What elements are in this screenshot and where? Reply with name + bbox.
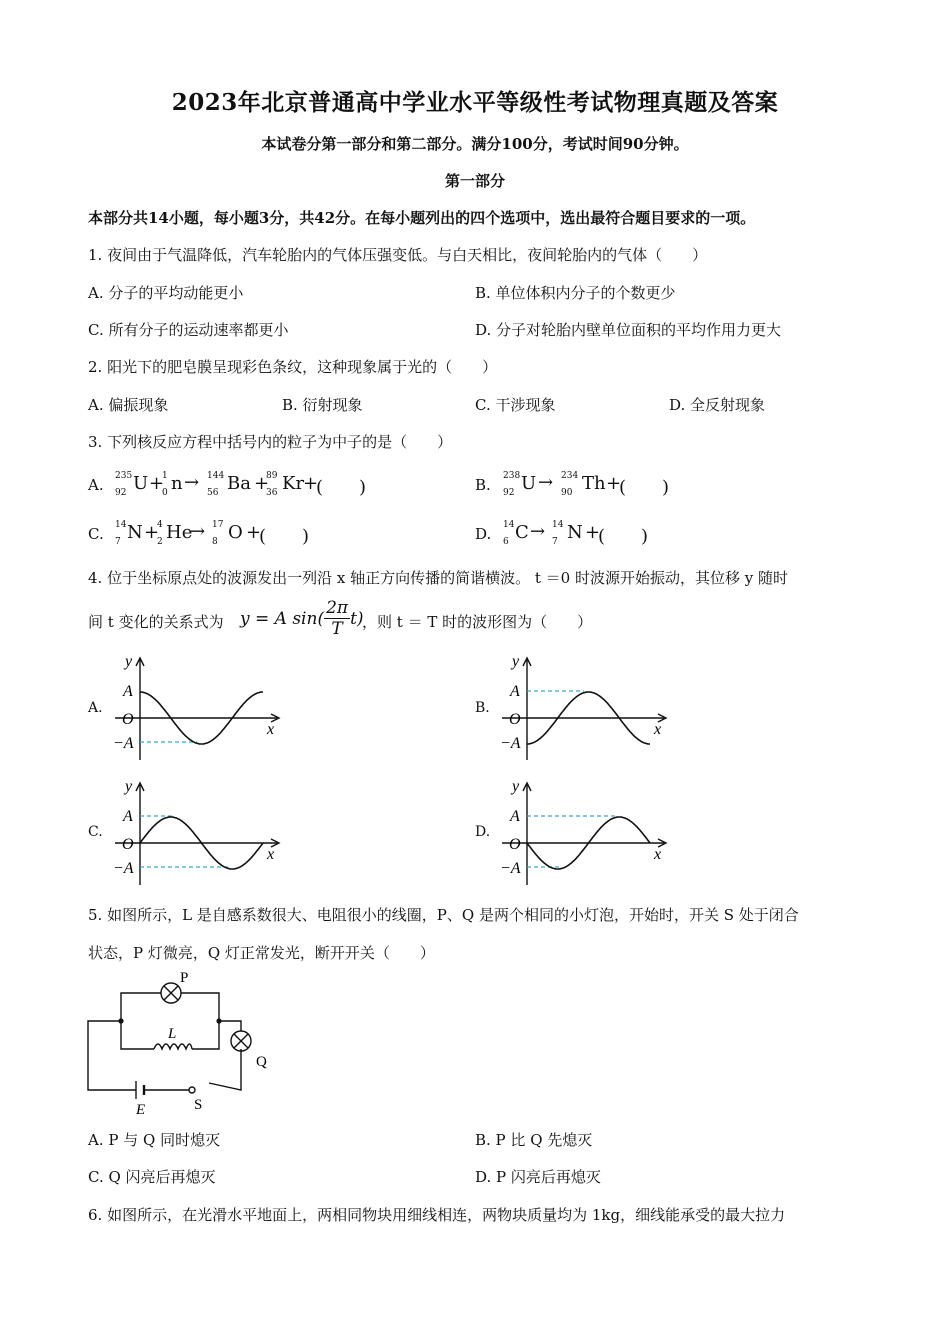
q3-a-symbol-4: Kr <box>282 473 305 494</box>
x-axis-label: x <box>267 721 275 738</box>
q3-d-symbol-2: N <box>567 522 583 543</box>
q3-b-symbol-1: U <box>521 473 537 494</box>
label-q: Q <box>256 1054 267 1070</box>
origin-label: O <box>122 836 134 853</box>
label-p: P <box>180 970 189 986</box>
q3-a-mass-1: 235 <box>115 471 133 481</box>
question-4-line-2b: ，则 t ＝ T 时的波形图为（ ） <box>362 613 593 631</box>
q3-c-plus-1: + <box>144 522 160 543</box>
formula-fraction <box>324 598 350 639</box>
question-1-stem: 1. 夜间由于气温降低，汽车轮胎内的气体压强变低。与白天相比，夜间轮胎内的气体（ ） <box>88 246 708 264</box>
q3-a-symbol-1: U <box>133 473 149 494</box>
origin-label: O <box>122 711 134 728</box>
question-5-option-a: A. P 与 Q 同时熄灭 <box>88 1131 221 1149</box>
q3-a-mass-3: 144 <box>207 471 225 481</box>
q3-b-atomic-2: 90 <box>561 488 573 498</box>
tick-a: A <box>123 808 133 825</box>
label-e: E <box>136 1102 146 1118</box>
label-s: S <box>194 1097 203 1113</box>
circuit-diagram <box>84 966 284 1118</box>
x-axis-label: x <box>654 721 662 738</box>
wave-graph-b <box>492 648 682 763</box>
question-3-stem: 3. 下列核反应方程中括号内的粒子为中子的是（ ） <box>88 433 453 451</box>
wire <box>121 993 161 1021</box>
tick-neg-a: −A <box>500 735 521 752</box>
label-l: L <box>168 1026 177 1042</box>
q3-a-atomic-3: 56 <box>207 488 219 498</box>
q3-c-atomic-2: 2 <box>157 537 163 547</box>
tick-neg-a: −A <box>500 860 521 877</box>
q3-b-mass-1: 238 <box>503 471 521 481</box>
q3-a-plus-1: + <box>149 473 165 494</box>
question-4-option-c-label: C. <box>88 824 103 840</box>
section-instructions: 本部分共14小题，每小题3分，共42分。在每小题列出的四个选项中，选出最符合题目要求的一项。 <box>88 209 756 227</box>
q3-c-symbol-3: O <box>228 522 243 543</box>
question-2-option-a: A. 偏振现象 <box>88 396 169 414</box>
question-4-option-d-label: D. <box>475 824 491 840</box>
q3-b-label: B. <box>475 476 491 494</box>
wire <box>219 1021 241 1031</box>
q3-c-plus-2: + <box>246 522 262 543</box>
q3-a-plus-2: + <box>254 473 270 494</box>
wire <box>209 1049 241 1090</box>
question-2-stem: 2. 阳光下的肥皂膜呈现彩色条纹，这种现象属于光的（ ） <box>88 358 498 376</box>
tick-neg-a: −A <box>113 735 134 752</box>
question-5-line-2: 状态，P 灯微亮，Q 灯正常发光，断开开关（ ） <box>88 944 435 962</box>
part-heading: 第一部分 <box>444 172 505 190</box>
question-1-option-b: B. 单位体积内分子的个数更少 <box>475 284 676 302</box>
origin-label: O <box>509 711 521 728</box>
q3-a-atomic-2: 0 <box>162 488 168 498</box>
q3-b-arrow: → <box>538 472 554 493</box>
q3-a-mass-4: 89 <box>266 471 278 481</box>
q3-a-blank: ( ) <box>316 477 367 498</box>
wire <box>88 1021 136 1090</box>
junction-dot <box>118 1018 123 1023</box>
y-axis-label: y <box>512 653 520 670</box>
tick-a: A <box>510 808 520 825</box>
q3-c-mass-2: 4 <box>157 520 163 530</box>
wire <box>192 1021 219 1049</box>
q3-c-mass-1: 14 <box>115 520 127 530</box>
formula-numerator: 2π <box>326 598 349 618</box>
question-5-option-b: B. P 比 Q 先熄灭 <box>475 1131 593 1149</box>
q3-c-atomic-1: 7 <box>115 537 121 547</box>
question-4-line-2a: 间 t 变化的关系式为 <box>88 613 224 631</box>
lamp-q-cross <box>234 1034 248 1048</box>
q3-a-atomic-1: 92 <box>115 488 127 498</box>
y-axis-label: y <box>125 778 133 795</box>
q3-d-mass-2: 14 <box>552 520 564 530</box>
tick-a: A <box>510 683 520 700</box>
tick-neg-a: −A <box>113 860 134 877</box>
question-4-line-1: 4. 位于坐标原点处的波源发出一列沿 x 轴正方向传播的简谐横波。 t ＝0 时波源开始振动，其位移 y 随时 <box>88 569 788 587</box>
q3-b-mass-2: 234 <box>561 471 579 481</box>
q3-d-mass-1: 14 <box>503 520 515 530</box>
exam-subtitle: 本试卷分第一部分和第二部分。满分100分，考试时间90分钟。 <box>261 135 689 153</box>
y-axis-label: y <box>512 778 520 795</box>
q3-c-mass-3: 17 <box>212 520 224 530</box>
q3-a-symbol-2: n <box>171 473 183 494</box>
q3-b-atomic-1: 92 <box>503 488 515 498</box>
q3-c-symbol-1: N <box>127 522 143 543</box>
q3-c-label: C. <box>88 525 104 543</box>
formula-lhs: y = A sin( <box>240 608 325 629</box>
question-5-option-c: C. Q 闪亮后再熄灭 <box>88 1168 216 1186</box>
q3-a-plus-3: + <box>303 473 319 494</box>
junction-dot <box>216 1018 221 1023</box>
q3-b-plus: + <box>606 473 622 494</box>
question-1-option-d: D. 分子对轮胎内壁单位面积的平均作用力更大 <box>475 321 782 339</box>
q3-a-arrow: → <box>184 472 200 493</box>
switch-pivot <box>189 1087 195 1093</box>
question-5-line-1: 5. 如图所示，L 是自感系数很大、电阻很小的线圈，P、Q 是两个相同的小灯泡，开始时，开关 S 处于闭合 <box>88 906 799 924</box>
q3-d-symbol-1: C <box>515 522 529 543</box>
wire <box>121 1021 154 1049</box>
x-axis-label: x <box>267 846 275 863</box>
question-2-option-b: B. 衍射现象 <box>282 396 363 414</box>
q3-c-arrow: → <box>190 521 206 542</box>
q3-c-symbol-2: He <box>166 522 193 543</box>
lamp-p-cross <box>164 986 178 1000</box>
q3-b-blank: ( ) <box>619 477 670 498</box>
q3-d-arrow: → <box>530 521 546 542</box>
wave-graph-d <box>492 773 682 888</box>
question-4-option-a-label: A. <box>88 700 103 716</box>
q3-a-symbol-3: Ba <box>227 473 251 494</box>
question-2-option-d: D. 全反射现象 <box>669 396 766 414</box>
q3-d-blank: ( ) <box>598 526 649 547</box>
q3-d-plus: + <box>585 522 601 543</box>
formula-rhs: t) <box>350 608 364 629</box>
q3-d-atomic-2: 7 <box>552 537 558 547</box>
q3-a-label: A. <box>88 476 104 494</box>
q3-d-label: D. <box>475 525 492 543</box>
wire <box>181 993 219 1021</box>
q3-c-atomic-3: 8 <box>212 537 218 547</box>
q3-a-mass-2: 1 <box>162 471 168 481</box>
question-1-option-c: C. 所有分子的运动速率都更小 <box>88 321 289 339</box>
question-4-option-b-label: B. <box>475 700 490 716</box>
question-6-line-1: 6. 如图所示，在光滑水平地面上，两相同物块用细线相连，两物块质量均为 1kg，细线能承受的最大拉力 <box>88 1206 786 1224</box>
q3-d-atomic-1: 6 <box>503 537 509 547</box>
wave-graph-c <box>105 773 295 888</box>
x-axis-label: x <box>654 846 662 863</box>
q3-a-atomic-4: 36 <box>266 488 278 498</box>
question-1-option-a: A. 分子的平均动能更小 <box>88 284 244 302</box>
question-4-formula <box>240 598 364 639</box>
inductor-coil <box>154 1044 192 1049</box>
wave-graph-a <box>105 648 295 763</box>
formula-denominator: T <box>331 619 343 639</box>
question-5-option-d: D. P 闪亮后再熄灭 <box>475 1168 601 1186</box>
page-title: 2023年北京普通高中学业水平等级性考试物理真题及答案 <box>171 89 779 116</box>
tick-a: A <box>123 683 133 700</box>
question-2-option-c: C. 干涉现象 <box>475 396 556 414</box>
q3-b-symbol-2: Th <box>582 473 606 494</box>
origin-label: O <box>509 836 521 853</box>
q3-c-blank: ( ) <box>259 526 310 547</box>
y-axis-label: y <box>125 653 133 670</box>
